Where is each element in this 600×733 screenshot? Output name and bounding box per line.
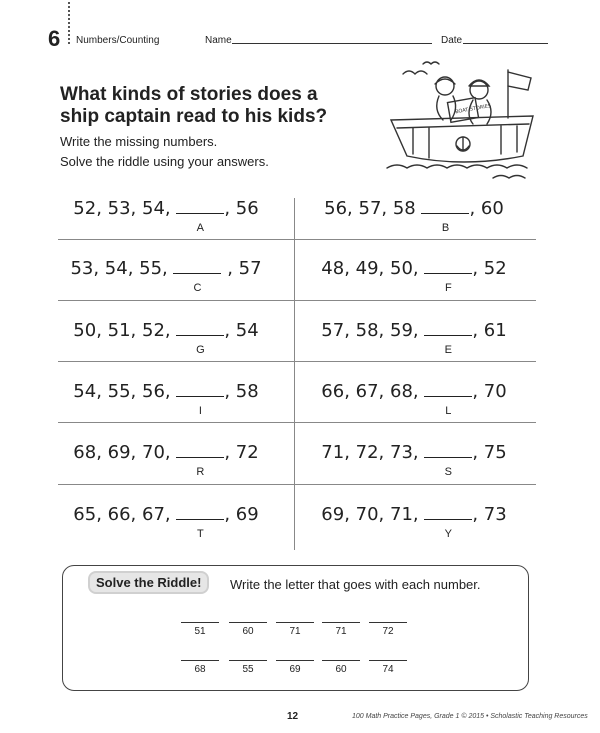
footer-page-number: 12 xyxy=(287,711,299,722)
riddle-letter-blank[interactable] xyxy=(181,660,219,661)
riddle-instruction: Write the letter that goes with each number. xyxy=(230,577,481,592)
problem-cell xyxy=(48,381,284,439)
sequence-before: 66, 67, 68, xyxy=(321,381,425,402)
missing-number-blank[interactable] xyxy=(424,442,472,458)
number-sequence xyxy=(296,381,532,402)
sequence-before: 65, 66, 67, xyxy=(73,504,177,525)
sequence-before: 57, 58, 59, xyxy=(321,320,425,341)
answer-letter: G xyxy=(196,344,205,356)
riddle-label: Solve the Riddle! xyxy=(90,573,207,592)
sequence-after: , 52 xyxy=(472,258,507,279)
captain-boat-illustration xyxy=(383,56,543,196)
problem-cell xyxy=(48,504,284,562)
missing-number-blank[interactable] xyxy=(176,442,224,458)
sequence-after: , 57 xyxy=(221,258,262,279)
sequence-before: 50, 51, 52, xyxy=(73,320,177,341)
number-sequence xyxy=(296,320,532,341)
missing-number-blank[interactable] xyxy=(173,258,221,274)
riddle-number: 69 xyxy=(289,664,301,675)
problem-cell xyxy=(296,258,532,316)
footer-credit: 100 Math Practice Pages, Grade 1 © 2015 • Scholastic Teaching Resources xyxy=(352,713,588,720)
sequence-after: , 54 xyxy=(224,320,259,341)
riddle-letter-blank[interactable] xyxy=(369,622,407,623)
number-sequence xyxy=(48,504,284,525)
sequence-after: , 72 xyxy=(224,442,259,463)
problem-cell xyxy=(296,504,532,562)
missing-number-blank[interactable] xyxy=(421,198,469,214)
problem-cell xyxy=(296,381,532,439)
riddle-number: 60 xyxy=(335,664,347,675)
number-sequence xyxy=(48,258,284,279)
number-sequence xyxy=(296,198,532,219)
sequence-before: 48, 49, 50, xyxy=(321,258,425,279)
riddle-number: 74 xyxy=(382,664,394,675)
sequence-after: , 75 xyxy=(472,442,507,463)
sequence-after: , 70 xyxy=(472,381,507,402)
sequence-after: , 58 xyxy=(224,381,259,402)
problem-cell xyxy=(48,198,284,256)
header-dotted-rule xyxy=(68,2,70,44)
answer-letter: F xyxy=(444,282,452,294)
number-sequence xyxy=(48,442,284,463)
worksheet-title: What kinds of stories does a ship captain read to his kids? xyxy=(60,84,328,127)
problem-cell xyxy=(48,320,284,378)
missing-number-blank[interactable] xyxy=(424,320,472,336)
number-sequence xyxy=(296,258,532,279)
topic-label: Numbers/Counting xyxy=(76,35,160,46)
problem-cell xyxy=(296,320,532,378)
missing-number-blank[interactable] xyxy=(424,504,472,520)
answer-letter: L xyxy=(445,405,452,417)
answer-letter: S xyxy=(444,466,453,478)
riddle-letter-blank[interactable] xyxy=(181,622,219,623)
riddle-letter-blank[interactable] xyxy=(229,660,267,661)
instructions xyxy=(60,132,269,172)
sequence-before: 68, 69, 70, xyxy=(73,442,177,463)
sequence-before: 69, 70, 71, xyxy=(321,504,425,525)
number-sequence xyxy=(296,504,532,525)
missing-number-blank[interactable] xyxy=(176,504,224,520)
name-field[interactable] xyxy=(232,43,432,44)
sequence-after: , 61 xyxy=(472,320,507,341)
missing-number-blank[interactable] xyxy=(424,381,472,397)
riddle-letter-blank[interactable] xyxy=(369,660,407,661)
riddle-letter-blank[interactable] xyxy=(276,660,314,661)
riddle-letter-blank[interactable] xyxy=(322,660,360,661)
instruction-line-2: Solve the riddle using your answers. xyxy=(60,154,269,169)
date-field[interactable] xyxy=(463,43,548,44)
column-divider xyxy=(294,198,295,550)
problem-cell xyxy=(296,442,532,500)
sequence-before: 54, 55, 56, xyxy=(73,381,177,402)
riddle-number: 55 xyxy=(242,664,254,675)
problem-cell xyxy=(48,258,284,316)
riddle-letter-blank[interactable] xyxy=(276,622,314,623)
riddle-number: 72 xyxy=(382,626,394,637)
book-title-text: BOAT STORIES xyxy=(454,103,492,116)
sequence-before: 52, 53, 54, xyxy=(73,198,177,219)
sequence-after: , 56 xyxy=(224,198,259,219)
riddle-number: 51 xyxy=(194,626,206,637)
sequence-before: 53, 54, 55, xyxy=(70,258,174,279)
riddle-number: 68 xyxy=(194,664,206,675)
answer-letter: R xyxy=(196,466,205,478)
instruction-line-1: Write the missing numbers. xyxy=(60,134,218,149)
problem-cell xyxy=(48,442,284,500)
answer-letter: C xyxy=(193,282,202,294)
sequence-after: , 69 xyxy=(224,504,259,525)
riddle-number: 71 xyxy=(335,626,347,637)
answer-letter: T xyxy=(196,528,204,540)
riddle-number: 71 xyxy=(289,626,301,637)
missing-number-blank[interactable] xyxy=(176,320,224,336)
date-label: Date xyxy=(441,35,463,46)
number-sequence xyxy=(48,198,284,219)
number-sequence xyxy=(296,442,532,463)
missing-number-blank[interactable] xyxy=(176,381,224,397)
riddle-letter-blank[interactable] xyxy=(229,622,267,623)
answer-letter: Y xyxy=(444,528,453,540)
page-number: 6 xyxy=(48,26,61,51)
answer-letter: A xyxy=(196,222,205,234)
sequence-after: , 73 xyxy=(472,504,507,525)
name-label: Name xyxy=(205,35,232,46)
answer-letter: E xyxy=(444,344,453,356)
riddle-number: 60 xyxy=(242,626,254,637)
sequence-before: 71, 72, 73, xyxy=(321,442,425,463)
problem-cell xyxy=(296,198,532,256)
sequence-before: 56, 57, 58 xyxy=(324,198,422,219)
riddle-letter-blank[interactable] xyxy=(322,622,360,623)
answer-letter: I xyxy=(198,405,202,417)
missing-number-blank[interactable] xyxy=(176,198,224,214)
answer-letter: B xyxy=(441,222,450,234)
missing-number-blank[interactable] xyxy=(424,258,472,274)
number-sequence xyxy=(48,320,284,341)
sequence-after: , 60 xyxy=(469,198,504,219)
number-sequence xyxy=(48,381,284,402)
